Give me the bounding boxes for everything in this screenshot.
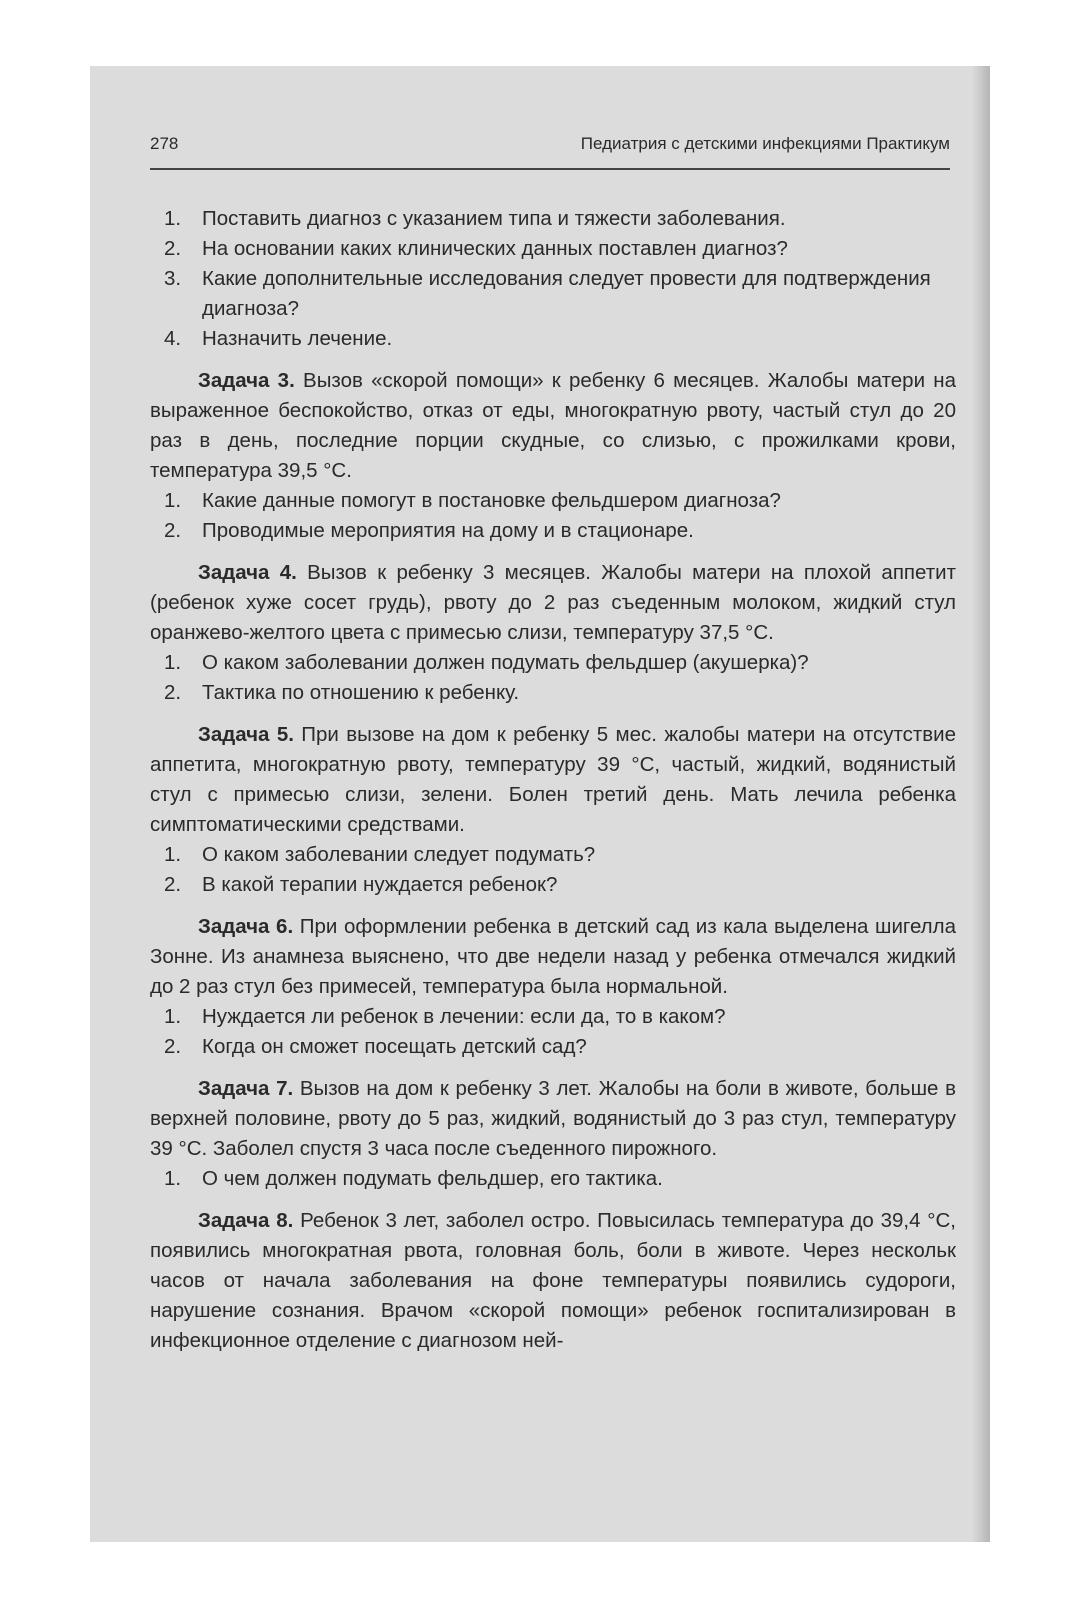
task-4-questions [150, 648, 956, 708]
task-label: Задача 7. [198, 1077, 294, 1100]
question-item: 3. Какие дополнительные исследования следует провести для подтверждения диагноза? [164, 267, 931, 320]
question-item: 2. Проводимые мероприятия на дому и в стационаре. [164, 519, 694, 542]
book-page [90, 66, 990, 1542]
task-label: Задача 5. [198, 723, 294, 746]
task-4 [150, 558, 956, 648]
task-text: При вызове на дом к ребенку 5 мес. жалобы матери на отсутствие аппетита, многократную рвоту, температуру 39 °С, частый, жидкий, водянистый стул с примесью слизи, зелени. Болен третий день. Мать лечила ребенка симптоматическими средствами. [150, 723, 956, 836]
task-label: Задача 6. [198, 915, 294, 938]
task-text: Ребенок 3 лет, заболел остро. Повысилась температура до 39,4 °С, появились многократная рвота, головная боль, боли в животе. Через нескольк часов от начала заболевания на фоне температуры появились судороги, нарушение сознания. Врачом «скорой помощи» ребенок госпитализирован в инфекционное отделение с диагнозом ней- [150, 1209, 956, 1352]
question-item: 1. Какие данные помогут в постановке фельдшером диагноза? [164, 489, 781, 512]
running-title: Педиатрия с детскими инфекциями Практикум [580, 134, 950, 153]
running-header [150, 132, 950, 170]
task-6 [150, 912, 956, 1002]
task-label: Задача 3. [198, 369, 295, 392]
task-5-questions [150, 840, 956, 900]
task-3 [150, 366, 956, 486]
question-item: 2. Когда он сможет посещать детский сад? [164, 1035, 587, 1058]
question-item: 2. На основании каких клинических данных поставлен диагноз? [164, 237, 788, 260]
task-text: Вызов «скорой помощи» к ребенку 6 месяцев. Жалобы матери на выраженное беспокойство, отказ от еды, многократную рвоту, частый стул до 20 раз в день, последние порции скудные, со слизью, с прожилками крови, температура 39,5 °С. [150, 369, 956, 482]
task-3-questions [150, 486, 956, 546]
question-item: 4. Назначить лечение. [164, 327, 393, 350]
task-text: Вызов на дом к ребенку 3 лет. Жалобы на боли в животе, больше в верхней половине, рвоту до 5 раз, жидкий, водянистый до 3 раз стул, температуру 39 °С. Заболел спустя 3 часа после съеденного пирожного. [150, 1077, 956, 1160]
task-6-questions [150, 1002, 956, 1062]
page-content [150, 204, 956, 1356]
task-7-questions [150, 1164, 956, 1194]
task-7 [150, 1074, 956, 1164]
question-item: 1. О каком заболевании должен подумать фельдшер (акушерка)? [164, 651, 809, 674]
task-8 [150, 1206, 956, 1356]
task-text: При оформлении ребенка в детский сад из кала выделена шигелла Зонне. Из анамнеза выяснено, что две недели назад у ребенка отмечался жидкий до 2 раз стул без примесей, температура была нормальной. [150, 915, 956, 998]
question-item: 1. О каком заболевании следует подумать? [164, 843, 596, 866]
intro-question-list [150, 204, 956, 354]
task-label: Задача 8. [198, 1209, 294, 1232]
task-text: Вызов к ребенку 3 месяцев. Жалобы матери на плохой аппетит (ребенок хуже сосет грудь), рвоту до 2 раз съеденным молоком, жидкий стул оранжево-желтого цвета с примесью слизи, температуру 37,5 °С. [150, 561, 956, 644]
question-item: 1. Нуждается ли ребенок в лечении: если да, то в каком? [164, 1005, 726, 1028]
task-5 [150, 720, 956, 840]
question-item: 2. Тактика по отношению к ребенку. [164, 681, 520, 704]
task-label: Задача 4. [198, 561, 297, 584]
question-item: 2. В какой терапии нуждается ребенок? [164, 873, 558, 896]
question-item: 1. О чем должен подумать фельдшер, его тактика. [164, 1167, 663, 1190]
page-number: 278 [150, 134, 179, 153]
question-item: 1. Поставить диагноз с указанием типа и тяжести заболевания. [164, 207, 786, 230]
